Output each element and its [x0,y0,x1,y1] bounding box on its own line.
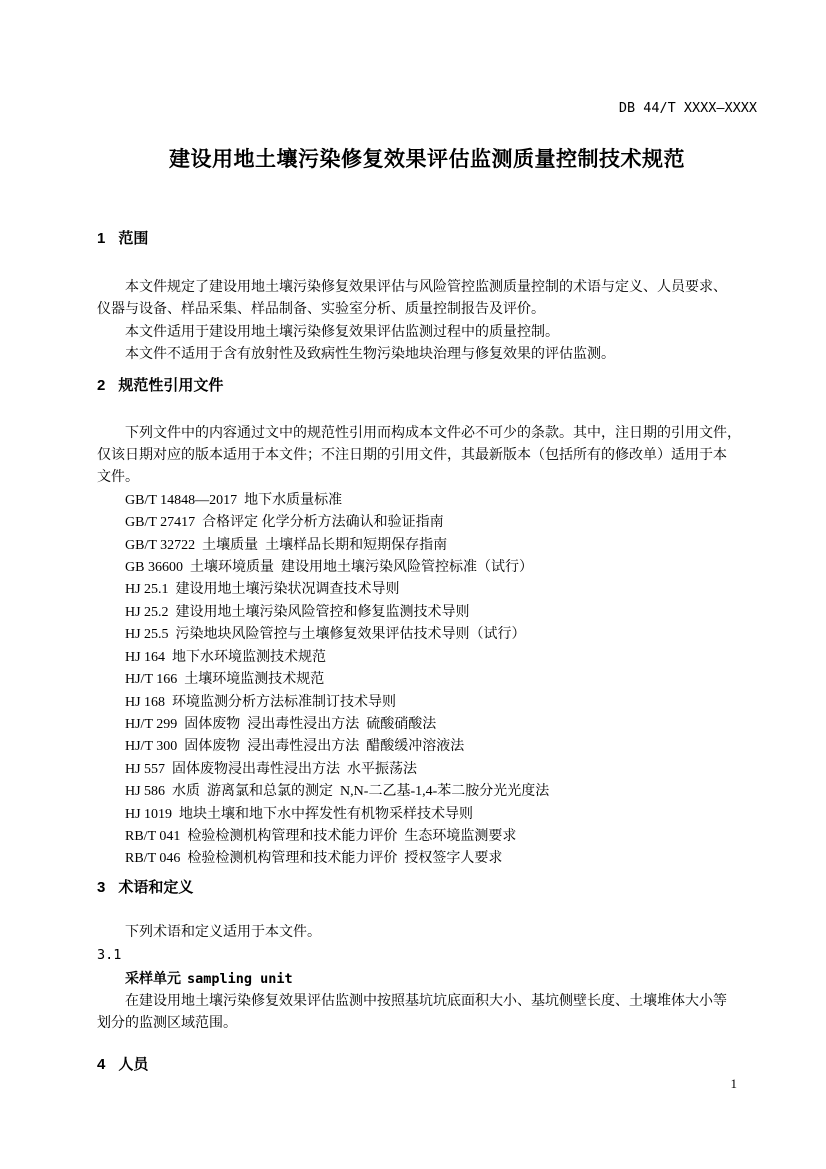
term-english: sampling unit [187,970,293,987]
clause-number: 3.1 [97,947,122,964]
reference-item: HJ 1019 地块土壤和地下水中挥发性有机物采样技术导则 [125,806,474,822]
doc-number: DB 44/T XXXX—XXXX [618,100,757,116]
section-3-heading [97,880,757,895]
paragraph-line: 本文件适用于建设用地土壤污染修复效果评估监测过程中的质量控制。 [125,324,559,340]
reference-item: GB/T 14848—2017 地下水质量标准 [125,492,343,508]
section-1-number: 1 [97,230,106,247]
reference-item: HJ 586 水质 游离氯和总氯的测定 N,N-二乙基-1,4-苯二胺分光光度法 [125,784,550,800]
reference-item: HJ/T 300 固体废物 浸出毒性浸出方法 醋酸缓冲溶液法 [125,739,465,755]
reference-item: RB/T 046 检验检测机构管理和技术能力评价 授权签字人要求 [125,851,503,867]
reference-item: HJ/T 166 土壤环境监测技术规范 [125,672,325,688]
section-3-title: 术语和定义 [118,878,194,896]
section-2-intro [97,423,757,490]
section-2-heading [97,378,757,393]
reference-item: HJ 25.1 建设用地土壤污染状况调查技术导则 [125,582,400,598]
reference-item: RB/T 041 检验检测机构管理和技术能力评价 生态环境监测要求 [125,828,517,844]
terms-intro: 下列术语和定义适用于本文件。 [125,924,321,940]
page-number: 1 [730,1076,737,1091]
term-chinese: 采样单元 [125,969,181,986]
section-1-title: 范围 [118,230,149,247]
reference-item: HJ 25.5 污染地块风险管控与土壤修复效果评估技术导则（试行） [125,627,526,643]
definition-line: 在建设用地土壤污染修复效果评估监测中按照基坑坑底面积大小、基坑侧壁长度、土壤堆体大小等 [125,993,727,1009]
reference-item: HJ 164 地下水环境监测技术规范 [125,649,327,665]
section-3-number: 3 [97,878,106,896]
section-2-title: 规范性引用文件 [118,376,224,394]
reference-item: HJ 168 环境监测分析方法标准制订技术导则 [125,694,397,710]
normative-references-list [97,490,757,871]
section-1-heading [97,231,757,246]
paragraph-line: 本文件不适用于含有放射性及致病性生物污染地块治理与修复效果的评估监测。 [125,347,615,363]
paragraph-line: 文件。 [97,470,139,486]
section-3-body [97,922,757,1036]
section-4-heading [97,1057,757,1072]
reference-item: GB 36600 土壤环境质量 建设用地土壤污染风险管控标准（试行） [125,560,533,576]
reference-item: GB/T 32722 土壤质量 土壤样品长期和短期保存指南 [125,537,448,553]
reference-item: HJ 557 固体废物浸出毒性浸出方法 水平振荡法 [125,761,418,777]
term-line [97,967,757,991]
paragraph-line: 下列文件中的内容通过文中的规范性引用而构成本文件必不可少的条款。其中，注日期的引用文件， [125,425,741,441]
paragraph-line: 仪器与设备、样品采集、样品制备、实验室分析、质量控制报告及评价。 [97,302,545,318]
reference-item: HJ 25.2 建设用地土壤污染风险管控和修复监测技术导则 [125,604,470,620]
document-title: 建设用地土壤污染修复效果评估监测质量控制技术规范 [169,148,685,171]
reference-item: HJ/T 299 固体废物 浸出毒性浸出方法 硫酸硝酸法 [125,716,437,732]
section-1-body [97,277,757,367]
reference-item: GB/T 27417 合格评定 化学分析方法确认和验证指南 [125,515,444,531]
section-4-title: 人员 [118,1055,149,1073]
section-2-number: 2 [97,376,106,394]
paragraph-line: 仅该日期对应的版本适用于本文件；不注日期的引用文件，其最新版本（包括所有的修改单）适用于本 [97,448,727,464]
section-4-number: 4 [97,1055,106,1073]
definition-line: 划分的监测区域范围。 [97,1016,237,1032]
paragraph-line: 本文件规定了建设用地土壤污染修复效果评估与风险管控监测质量控制的术语与定义、人员要求、 [125,280,727,295]
